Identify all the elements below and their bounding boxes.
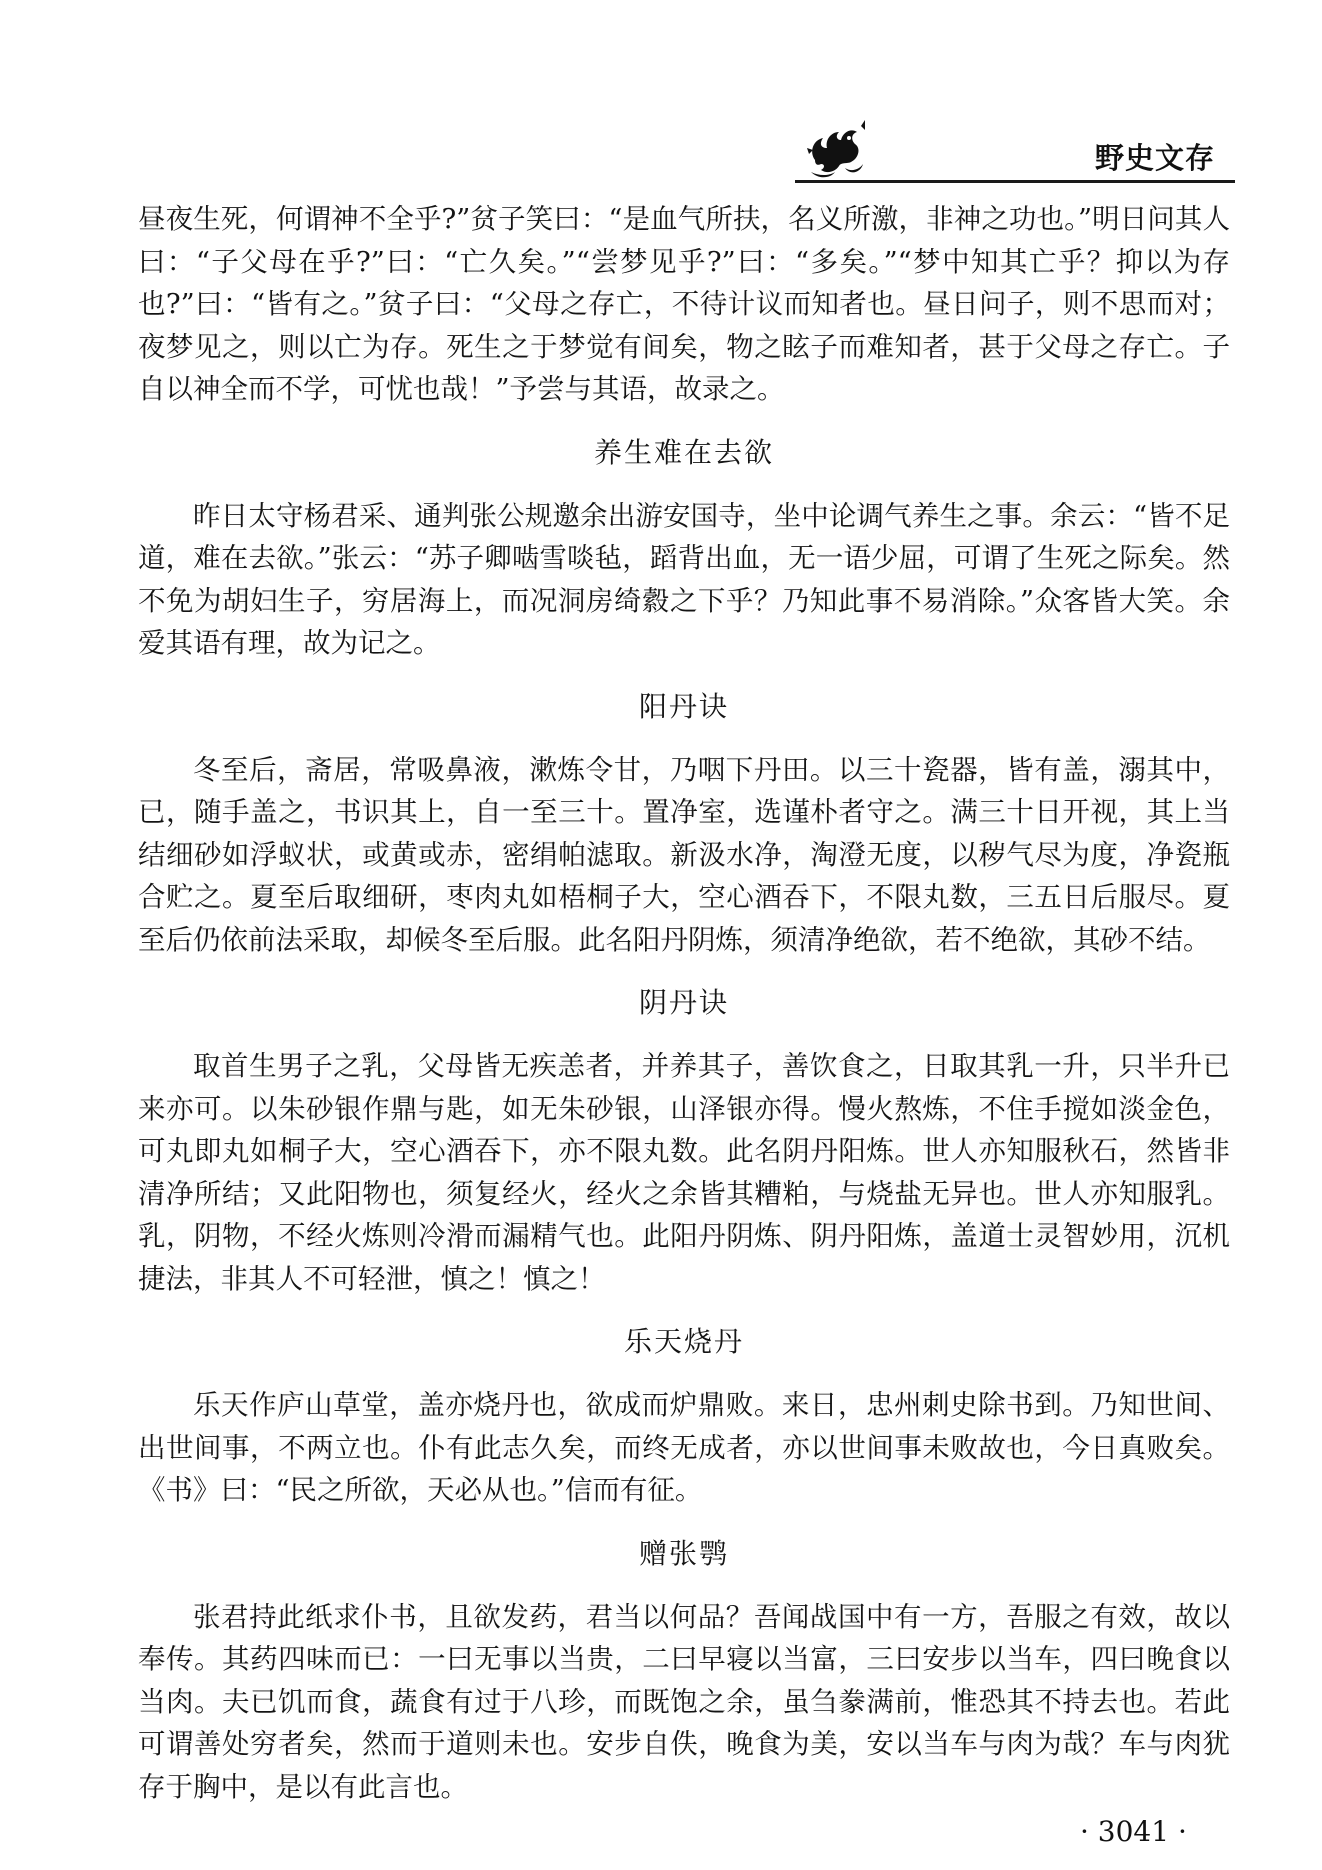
section-title-zengzhang: 赠张鹗 xyxy=(638,1536,729,1570)
header-rule xyxy=(795,180,1235,183)
section-body-letian: 乐天作庐山草堂，盖亦烧丹也，欲成而炉鼎败。来日，忠州刺史除书到。乃知世间、出世间事，不两立也。仆有此志久矣，而终无成者，亦以世间事未败故也，今日真败矣。《书》曰：“民之所欲，天必从也。”信而有征。 xyxy=(138,1389,1230,1506)
section-title-yangdan: 阳丹诀 xyxy=(638,689,729,723)
main-content xyxy=(138,198,1230,1808)
section-body-zengzhang: 张君持此纸求仆书，且欲发药，君当以何品？吾闻战国中有一方，吾服之有效，故以奉传。其药四味而已：一曰无事以当贵，二曰早寝以当富，三曰安步以当车，四曰晚食以当肉。夫已饥而食，蔬食有过于八珍，而既饱之余，虽刍豢满前，惟恐其不持去也。若此可谓善处穷者矣，然而于道则未也。安步自佚，晚食为美，安以当车与肉为哉？车与肉犹存于胸中，是以有此言也。 xyxy=(138,1600,1230,1803)
section-body-yangdan: 冬至后，斋居，常吸鼻液，漱炼令甘，乃咽下丹田。以三十瓷器，皆有盖，溺其中，已，随手盖之，书识其上，自一至三十。置净室，选谨朴者守之。满三十日开视，其上当结细砂如浮蚁状，或黄或赤，密绢帕滤取。新汲水净，淘澄无度，以秽气尽为度，净瓷瓶合贮之。夏至后取细研，枣肉丸如梧桐子大，空心酒吞下，不限丸数，三五日后服尽。夏至后仍依前法采取，却候冬至后服。此名阳丹阴炼，须清净绝欲，若不绝欲，其砂不结。 xyxy=(138,753,1230,956)
section-title-yindan: 阴丹诀 xyxy=(638,986,729,1019)
page-number: · 3041 · xyxy=(1080,1815,1187,1848)
running-header xyxy=(795,118,1235,184)
running-header-title: 野史文存 xyxy=(1094,141,1215,175)
continued-paragraph: 昼夜生死，何谓神不全乎?”贫子笑曰：“是血气所扶，名义所激，非神之功也。”明日问其人曰：“子父母在乎?”曰：“亡久矣。”“尝梦见乎?”曰：“多矣。”“梦中知其亡乎？抑以为存也?”曰：“皆有之。”贫子曰：“父母之存亡，不待计议而知者也。昼日问子，则不思而对；夜梦见之，则以亡为存。死生之于梦觉有间矣，物之眩子而难知者，甚于父母之存亡。子自以神全而不学，可忧也哉！”予尝与其语，故录之。 xyxy=(138,203,1230,405)
section-body-yindan: 取首生男子之乳，父母皆无疾恙者，并养其子，善饮食之，日取其乳一升，只半升已来亦可。以朱砂银作鼎与匙，如无朱砂银，山泽银亦得。慢火熬炼，不住手搅如淡金色，可丸即丸如桐子大，空心酒吞下，亦不限丸数。此名阴丹阳炼。世人亦知服秋石，然皆非清净所结；又此阳物也，须复经火，经火之余皆其糟粕，与烧盐无异也。世人亦知服乳。乳，阴物，不经火炼则冷滑而漏精气也。此阳丹阴炼、阴丹阳炼，盖道士灵智妙用，沉机捷法，非其人不可轻泄，慎之！慎之！ xyxy=(138,1050,1230,1295)
section-title-letian: 乐天烧丹 xyxy=(623,1325,744,1358)
section-body-yangsheng: 昨日太守杨君采、通判张公规邀余出游安国寺，坐中论调气养生之事。余云：“皆不足道，难在去欲。”张云：“苏子卿啮雪啖毡，蹈背出血，无一语少屈，可谓了生死之际矣。然不免为胡妇生子，穷居海上，而况洞房绮縠之下乎？乃知此事不易消除。”众客皆大笑。余爱其语有理，故为记之。 xyxy=(138,499,1230,659)
section-title-yangsheng: 养生难在去欲 xyxy=(593,435,774,469)
dragon-emblem-icon xyxy=(805,118,867,180)
